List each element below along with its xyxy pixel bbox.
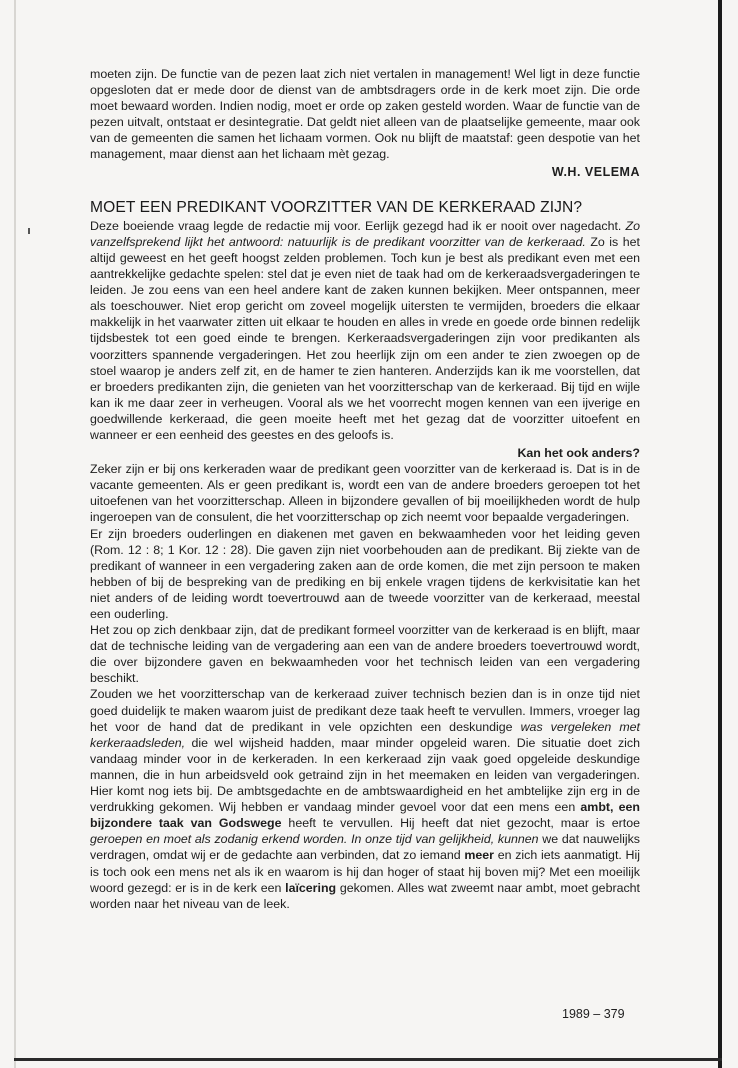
office-text-bold-2: meer bbox=[464, 848, 494, 863]
office-text-italic-2: geroepen en moet als zodanig erkend worden. In onze tijd van gelijkheid, kunnen bbox=[90, 832, 539, 847]
intro-text-italic: Zo vanzelfsprekend lijkt het antwoord: natuurlijk is de predikant voorzitter van de kerkeraad. bbox=[90, 218, 640, 249]
paragraph-office bbox=[90, 686, 640, 911]
office-text-1: Zouden we het voorzitterschap van de kerkeraad zuiver technisch bezien dan is in onze tijd niet goed duidelijk te maken waarom juist de predikant deze taak heeft te vervullen. Immers, vroeger lag het voor de hand dat de predikant in vele opzichten een deskundige bbox=[90, 687, 640, 734]
office-text-bold-1: ambt, een bijzondere taak van Godswege bbox=[90, 800, 640, 831]
office-text-3: heeft te vervullen. Hij heeft dat niet gezocht, maar is ertoe bbox=[281, 816, 640, 831]
office-text-italic-1: was vergeleken met kerkeraadsleden, bbox=[90, 719, 640, 750]
intro-text-1: Deze boeiende vraag legde de redactie mij voor. Eerlijk gezegd had ik er nooit over nagedacht. bbox=[90, 218, 626, 233]
author-signature: W.H. VELEMA bbox=[551, 164, 640, 179]
paragraph-vacant-congregations: Zeker zijn er bij ons kerkeraden waar de predikant geen voorzitter van de kerkeraad is. Dat is in de vacante gemeenten. Als er geen predikant is, wordt een van de andere broeders geroepen tot het uitoefenen van het voorzitterschap. Alleen in bijzondere gevallen of bij moeilijkheden wordt de hulp ingeroepen van de consulent, die het voorzitterschap op zich neemt voor bepaalde vergaderingen. bbox=[90, 462, 640, 525]
office-text-2: die wel wijsheid hadden, maar minder opgeleid waren. Die situatie doet zich vandaag minder voor in de kerkeraden. In een kerkeraad zijn vaak goed opgeleide deskundige mannen, die in hun arbeidsveld ook getraind zijn in het meemaken en leiden van vergaderingen. Hier komt nog iets bij. De ambtsgedachte en de ambtswaardigheid en het ambtelijke zijn erg in de verdrukking gekomen. Wij hebben er vandaag minder gevoel voor dat een mens een bbox=[90, 735, 640, 815]
page-number: 1989 – 379 bbox=[562, 1007, 625, 1021]
office-text-4: we dat nauwelijks verdragen, omdat wij er de gedachte aan verbinden, dat zo iemand bbox=[90, 832, 640, 863]
page-right-border bbox=[718, 0, 722, 1068]
margin-mark bbox=[28, 228, 30, 234]
article-title: MOET EEN PREDIKANT VOORZITTER VAN DE KERKERAAD ZIJN? bbox=[90, 198, 583, 216]
intro-paragraph bbox=[90, 218, 640, 443]
section-subheading: Kan het ook anders? bbox=[517, 446, 640, 461]
office-text-5: en zich iets aanmatigt. Hij is toch ook een mens net als ik en waarom is hij dan hoger of staat hij boven mij? Met een moeilijk woord gezegd: er is in de kerk een bbox=[90, 848, 641, 895]
article-body bbox=[90, 66, 640, 912]
previous-article-paragraph: moeten zijn. De functie van de pezen laat zich niet vertalen in management! Wel ligt in deze functie opgesloten dat er mede door de dienst van de ambtsdragers orde in de kerk moet zijn. Die orde moet bewaard worden. Indien nodig, moet er orde op zaken gesteld worden. Waar de functie van de pezen uitvalt, ontstaat er desintegratie. Dat geldt niet alleen van de plaatselijke gemeente, maar ook van de gemeenten die samen het lichaam vormen. Ook nu blijft de maatstaf: geen despotie van het management, maar dienst aan het lichaam mèt gezag. bbox=[90, 67, 640, 162]
office-text-bold-3: laïcering bbox=[285, 880, 337, 895]
paragraph-technical-leadership: Het zou op zich denkbaar zijn, dat de predikant formeel voorzitter van de kerkeraad is en blijft, maar dat de technische leiding van de vergadering aan een van de andere broeders toevertrouwd wordt, die over bijzondere gaven en bekwaamheden voor het technisch leiden van een vergadering beschikt. bbox=[90, 623, 640, 686]
intro-text-2: Zo is het altijd geweest en het geeft hoogst zelden problemen. Toch kun je best als predikant even met een aantrekkelijke gedachte spelen: stel dat je even niet de taak had om de kerkeraadsvergaderingen te leiden. Je zou eens van een heel andere kant de zaken kunnen bekijken. Meer ontspannen, meer als toeschouwer. Niet erop gericht om zoveel mogelijk uitersten te vermijden, broeders die elkaar makkelijk in het vaarwater zitten uit elkaar te houden en alles in vrede en goede orde binnen redelijk tijdsbestek tot een goed einde te brengen. Kerkeraadsvergaderingen zijn voor predikanten als voorzitters spannende vergaderingen. Het zou heerlijk zijn om een ander te zien zwoegen op de stoel waarop je anders zelf zit, en de hamer te zien hanteren. Anderzijds kan ik me voorstellen, dat er broeders predikanten zijn, die genieten van het voorzitterschap van de kerkeraad. Bij tijd en wijle kan ik me daar zeer in verheugen. Vooral als we het voorrecht mogen kennen van een ijverige en goedwillende kerkeraad, die geen moeite heeft met het gezag dat de voorzitter uitoefent en wanneer er een eenheid des geestes en des geloofs is. bbox=[90, 234, 640, 442]
page-bottom-border bbox=[14, 1058, 722, 1061]
office-text-6: gekomen. Alles wat zweemt naar ambt, moet gebracht worden naar het niveau van de leek. bbox=[90, 880, 641, 911]
binding-edge bbox=[14, 0, 16, 1068]
paragraph-gifts: Er zijn broeders ouderlingen en diakenen met gaven en bekwaamheden voor het leiding geven (Rom. 12 : 8; 1 Kor. 12 : 28). Die gaven zijn niet voorbehouden aan de predikant. Bij ziekte van de predikant of wanneer in een vergadering zaken aan de orde komen, die met zijn persoon te maken hebben of bij de bespreking van de prediking en bij enkele vragen tijdens de kerkvisitatie kan het niet anders of de leiding wordt toevertrouwd aan de tweede voorzitter van de kerkeraad, meestal een ouderling. bbox=[90, 526, 640, 621]
